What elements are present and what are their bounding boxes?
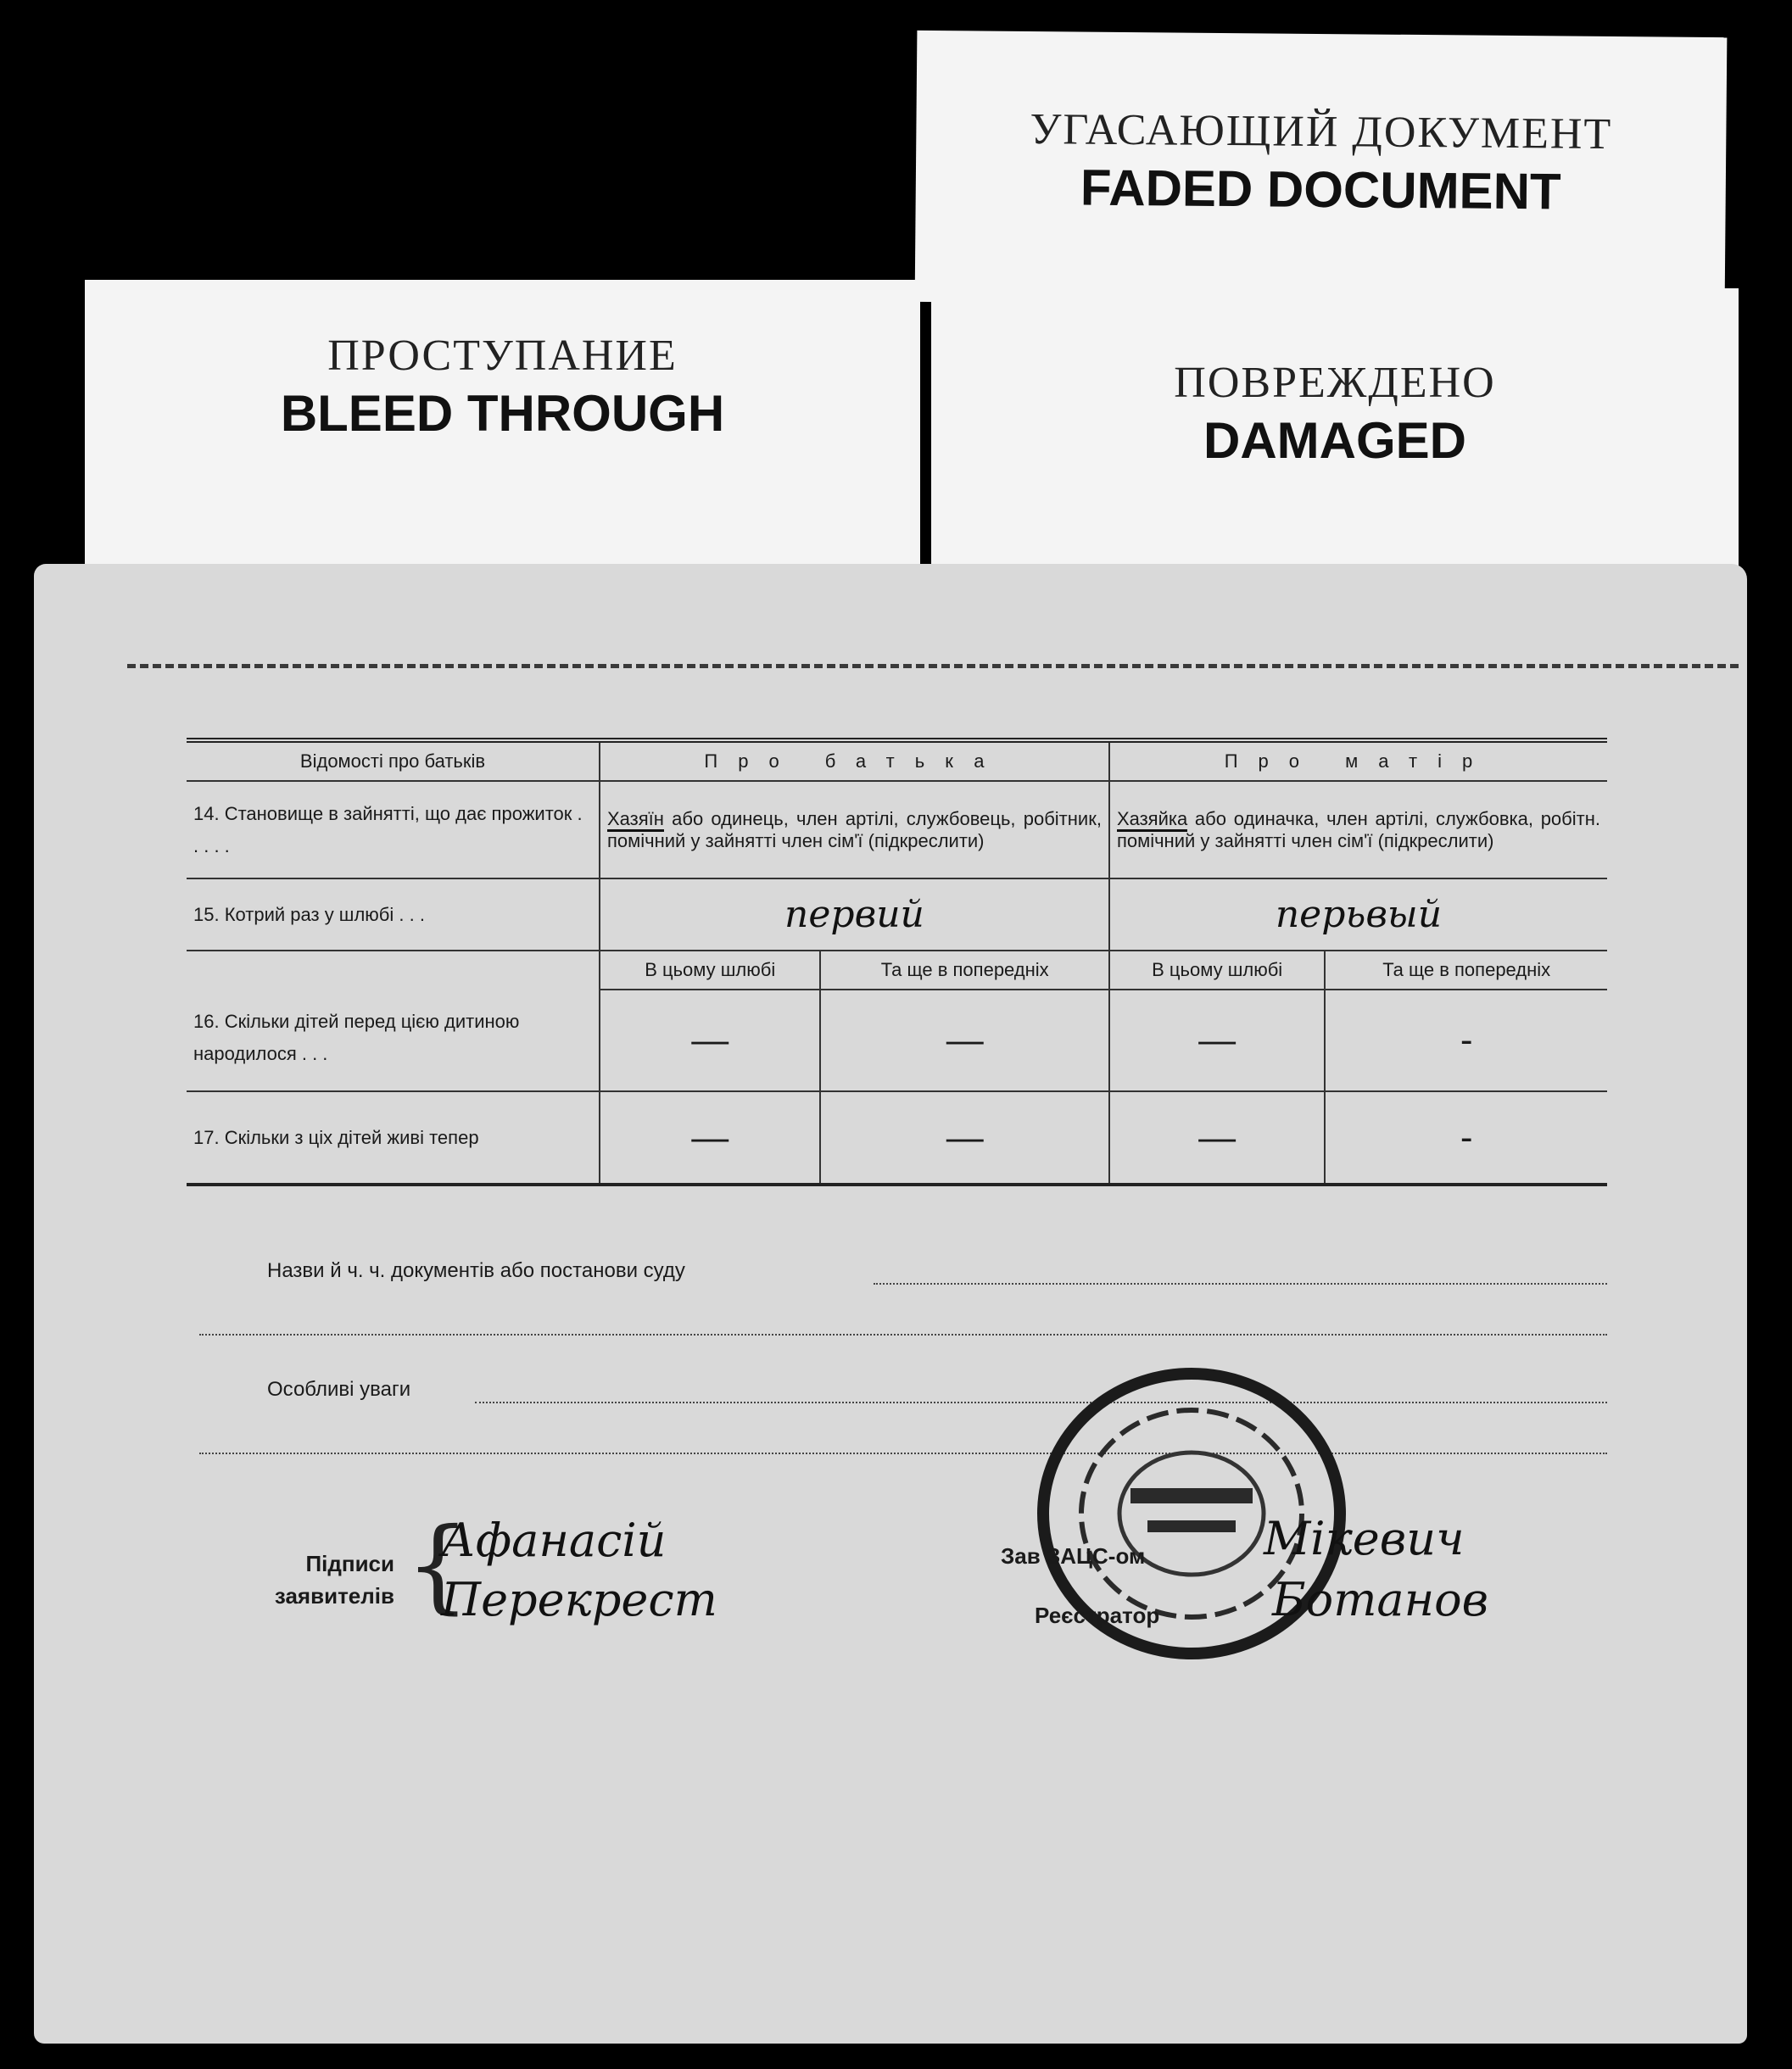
row15-mother: перьвый (1109, 878, 1607, 951)
row17-mother-this: — (1109, 1091, 1325, 1185)
head-signature: Мікевич (1264, 1512, 1465, 1565)
registrar-signature: Ботанов (1272, 1573, 1489, 1626)
row17-father-this: — (600, 1091, 820, 1185)
applicant-signature-2: Перекрест (441, 1573, 717, 1626)
sub-father-this: В цьому шлюбі (600, 951, 820, 990)
row16-father-this: — (600, 990, 820, 1091)
header-parents: Відомості про батьків (187, 740, 600, 781)
slip-bleed-ru: ПРОСТУПАНИЕ (327, 332, 678, 380)
slip-bleed-en: BLEED THROUGH (280, 385, 725, 442)
slip-faded-ru: УГАСАЮЩИЙ ДОКУМЕНТ (1030, 105, 1613, 159)
row15-father: первий (600, 878, 1109, 951)
registrar-label: Реєстратор (1035, 1603, 1160, 1628)
sub-mother-this: В цьому шлюбі (1109, 951, 1325, 990)
signatures-brace: { (405, 1507, 471, 1625)
row14-mother (1109, 781, 1607, 878)
header-mother: Про матір (1109, 740, 1607, 781)
form-page (34, 564, 1747, 2044)
notes-line-2 (199, 1453, 1607, 1454)
documents-line-2 (199, 1334, 1607, 1336)
row14-label: 14. Становище в зайнятті, що дає прожиток . . . . . (187, 781, 600, 878)
header-father: Про батька (600, 740, 1109, 781)
row14-mother-marked: Хазяйка (1117, 808, 1187, 832)
sub-mother-prev: Та ще в попередніх (1325, 951, 1607, 990)
faded-document-slip (915, 31, 1728, 309)
perforation-line (127, 664, 1739, 668)
row14-father-marked: Хазяїн (607, 808, 664, 832)
row14-father-rest: або одинець, член артілі, службовець, робітник, помічний у зайнятті член сім'ї (підкреслити) (607, 807, 1102, 851)
row16-mother-this: — (1109, 990, 1325, 1091)
damaged-slip (931, 288, 1739, 594)
parents-info-table (187, 738, 1607, 1186)
row16-mother-prev: - (1325, 990, 1607, 1091)
row15-label: 15. Котрий раз у шлюбі . . . (187, 878, 600, 951)
applicant-signature-1: Афанасій (441, 1514, 667, 1567)
row14-mother-rest: або одиначка, член артілі, службовка, робітн. помічний у зайнятті член сім'ї (підкреслити) (1116, 807, 1600, 851)
row16-label-cell (187, 951, 600, 1091)
slip-damaged-ru: ПОВРЕЖДЕНО (1174, 359, 1496, 407)
slip-faded-en: FADED DOCUMENT (1080, 159, 1561, 220)
documents-line (874, 1283, 1607, 1285)
notes-label: Особливі уваги (267, 1378, 411, 1401)
head-label: Зав ЗАЦС-ом (1001, 1543, 1146, 1569)
row16-father-prev: — (820, 990, 1108, 1091)
slip-damaged-en: DAMAGED (1203, 412, 1466, 469)
bleed-through-slip (85, 280, 920, 594)
row17-label: 17. Скільки з ціх дітей живі тепер (187, 1091, 600, 1185)
sub-father-prev: Та ще в попередніх (820, 951, 1108, 990)
documents-label: Назви й ч. ч. документів або постанови суду (267, 1259, 685, 1282)
row16-label: 16. Скільки дітей перед цією дитиною народилося . . . (193, 1011, 520, 1064)
row17-father-prev: — (820, 1091, 1108, 1185)
signatures-label: Підписи заявителів (274, 1551, 394, 1609)
row17-mother-prev: - (1325, 1091, 1607, 1185)
row14-father (600, 781, 1109, 878)
